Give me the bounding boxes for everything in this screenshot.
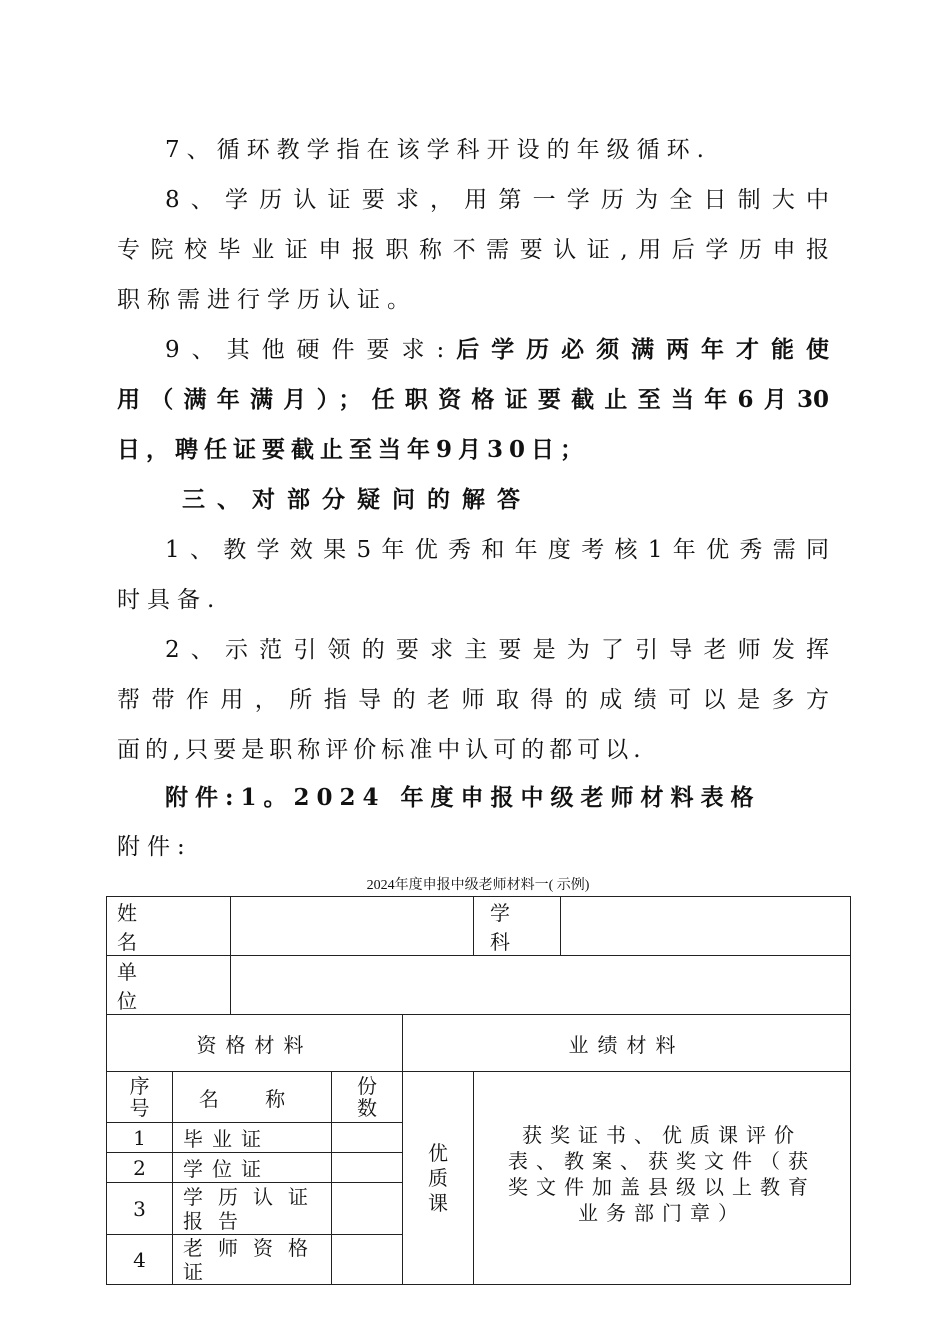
row-name: 学位证 [173,1153,332,1183]
perf-category: 优质课 [403,1072,474,1285]
line-9-cont: 用（满年满月）；任职资格证要截止至当年6月30 [117,386,829,413]
section-header-row [107,1015,851,1072]
unit-label: 单 位 [107,956,231,1015]
name-label: 姓 名 [107,897,231,956]
line-8-end: 职称需进行学历认证。 [117,287,417,313]
row-name: 学历认证报告 [173,1183,332,1235]
perf-description: 获奖证书、优质课评价表、教案、获奖文件（获奖文件加盖县级以上教育业务部门章） [474,1072,851,1285]
line-8-cont: 专院校毕业证申报职称不需要认证,用后学历申报 [117,237,829,263]
col-copies-header: 份数 [332,1072,403,1123]
materials-table [106,896,851,1285]
attachment-title: 附件:1。2024 年度申报中级老师材料表格 [165,784,761,811]
col-no-header: 序号 [107,1072,173,1123]
line-9-bold: 后学历必须满两年才能使 [444,336,829,363]
col-name-header: 名 称 [173,1072,332,1123]
subject-value [561,897,851,956]
row-copies [332,1183,403,1235]
answer-1-end: 时具备. [117,587,222,613]
performance-header: 业绩材料 [403,1015,851,1072]
answer-2-end: 面的,只要是职称评价标准中认可的都可以. [117,737,646,763]
row-copies [332,1235,403,1285]
line-9 [165,335,829,365]
qualification-header: 资格材料 [107,1015,403,1072]
subject-label: 学 科 [474,897,561,956]
section-heading: 三、对部分疑问的解答 [182,486,532,513]
row-name: 毕业证 [173,1123,332,1153]
row-no: 2 [107,1153,173,1183]
row-no: 4 [107,1235,173,1285]
row-no: 1 [107,1123,173,1153]
unit-row [107,956,851,1015]
row-no: 3 [107,1183,173,1235]
table-caption: 2024年度申报中级老师材料一( 示例) [366,878,590,893]
answer-1: 1、教学效果5年优秀和年度考核1年优秀需同 [165,537,829,563]
row-copies [332,1123,403,1153]
row-copies [332,1153,403,1183]
line-8: 8、学历认证要求，用第一学历为全日制大中 [165,187,829,213]
answer-2-cont: 帮带作用，所指导的老师取得的成绩可以是多方 [117,687,829,713]
name-row [107,897,851,956]
attachment-label: 附件: [117,834,192,860]
line-9-end: 日，聘任证要截止至当年9月30日； [117,436,590,463]
name-value [231,897,474,956]
line-7: 7、循环教学指在该学科开设的年级循环. [165,137,711,163]
line-9-label: 9、其他硬件要求: [165,337,445,363]
column-header-row [107,1072,851,1123]
unit-value [231,956,851,1015]
answer-2: 2、示范引领的要求主要是为了引导老师发挥 [165,637,829,663]
row-name: 老师资格证 [173,1235,332,1285]
